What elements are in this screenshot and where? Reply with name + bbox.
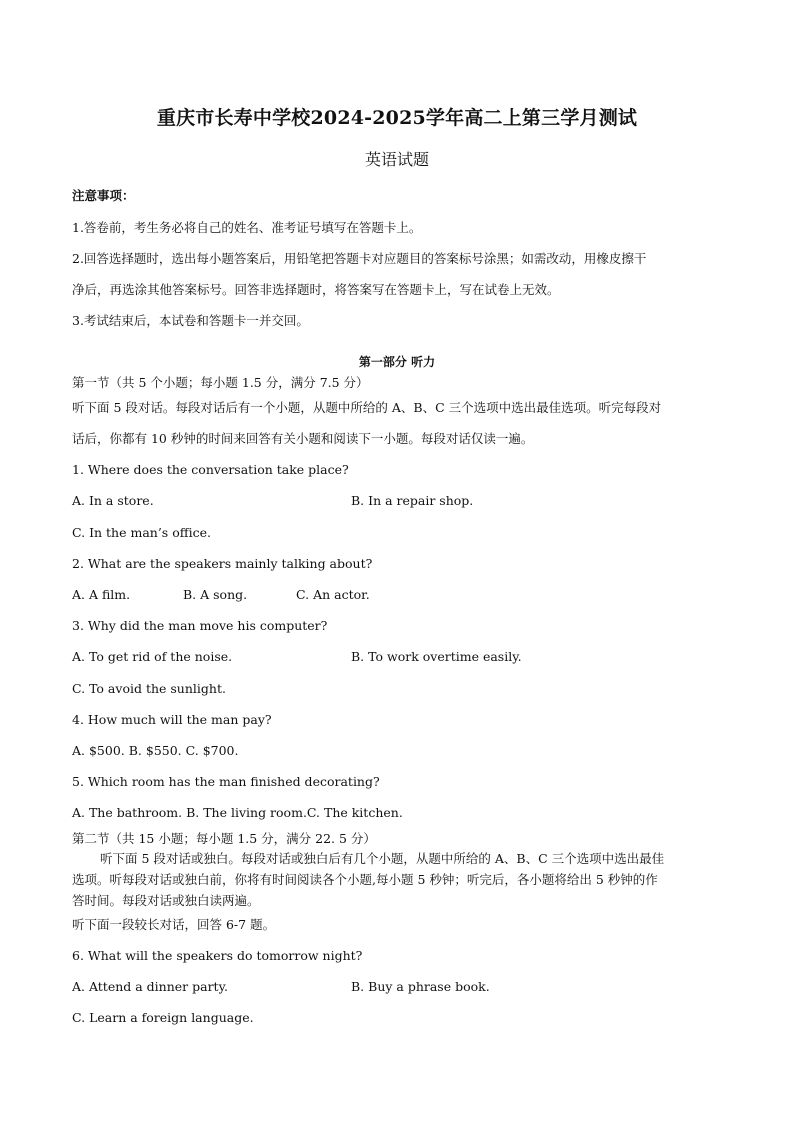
question-2-option-c: C. An actor. xyxy=(296,587,370,602)
question-2-option-b: B. A song. xyxy=(183,587,248,602)
question-2-stem: 2. What are the speakers mainly talking about? xyxy=(72,556,373,571)
question-4-stem: 4. How much will the man pay? xyxy=(72,712,272,727)
question-5-options: A. The bathroom. B. The living room.C. The kitchen. xyxy=(72,805,403,820)
question-1-option-b: B. In a repair shop. xyxy=(351,493,474,508)
section2-heading: 第二节（共 15 小题；每小题 1.5 分，满分 22. 5 分） xyxy=(72,831,376,846)
section2-intro-line-2: 选项。听每段对话或独白前，你将有时间阅读各个小题,每小题 5 秒钟；听完后，各小题将给出 5 秒钟的作 xyxy=(72,872,658,887)
dialog-instruction: 听下面一段较长对话，回答 6-7 题。 xyxy=(72,917,276,932)
question-1-stem: 1. Where does the conversation take place? xyxy=(72,462,349,477)
question-5-stem: 5. Which room has the man finished decorating? xyxy=(72,774,380,789)
question-6-stem: 6. What will the speakers do tomorrow night? xyxy=(72,948,363,963)
question-1-option-a: A. In a store. xyxy=(72,493,154,508)
question-6-option-b: B. Buy a phrase book. xyxy=(351,979,490,994)
part1-heading: 第一部分 听力 xyxy=(358,355,436,369)
section1-intro-line-1: 听下面 5 段对话。每段对话后有一个小题，从题中所给的 A、B、C 三个选项中选出最佳选项。听完每段对 xyxy=(72,400,662,415)
question-6-option-a: A. Attend a dinner party. xyxy=(72,979,228,994)
question-3-option-b: B. To work overtime easily. xyxy=(351,649,522,664)
exam-title: 重庆市长寿中学校2024-2025学年高二上第三学月测试 xyxy=(156,107,638,129)
question-2-option-a: A. A film. xyxy=(72,587,131,602)
question-3-option-a: A. To get rid of the noise. xyxy=(72,649,233,664)
question-4-options: A. $500. B. $550. C. $700. xyxy=(72,743,239,758)
section2-intro-line-1: 听下面 5 段对话或独白。每段对话或独白后有几个小题，从题中所给的 A、B、C 三个选项中选出最佳 xyxy=(100,851,665,866)
notes-heading: 注意事项： xyxy=(72,188,135,203)
notes-item-2-line-1: 2.回答选择题时，选出每小题答案后，用铅笔把答题卡对应题目的答案标号涂黑；如需改动，用橡皮擦干 xyxy=(72,251,647,266)
notes-item-3: 3.考试结束后，本试卷和答题卡一并交回。 xyxy=(72,313,309,328)
section1-heading: 第一节（共 5 个小题；每小题 1.5 分，满分 7.5 分） xyxy=(72,375,369,390)
notes-item-2-line-2: 净后，再选涂其他答案标号。回答非选择题时，将答案写在答题卡上，写在试卷上无效。 xyxy=(72,282,560,297)
question-3-stem: 3. Why did the man move his computer? xyxy=(72,618,328,633)
question-6-option-c: C. Learn a foreign language. xyxy=(72,1010,254,1025)
exam-subtitle: 英语试题 xyxy=(364,150,429,169)
notes-item-1: 1.答卷前，考生务必将自己的姓名、准考证号填写在答题卡上。 xyxy=(72,220,422,235)
question-3-option-c: C. To avoid the sunlight. xyxy=(72,681,226,696)
section1-intro-line-2: 话后，你都有 10 秒钟的时间来回答有关小题和阅读下一小题。每段对话仅读一遍。 xyxy=(72,431,534,446)
section2-intro-line-3: 答时间。每段对话或独白读两遍。 xyxy=(72,893,260,908)
question-1-option-c: C. In the man’s office. xyxy=(72,525,211,540)
